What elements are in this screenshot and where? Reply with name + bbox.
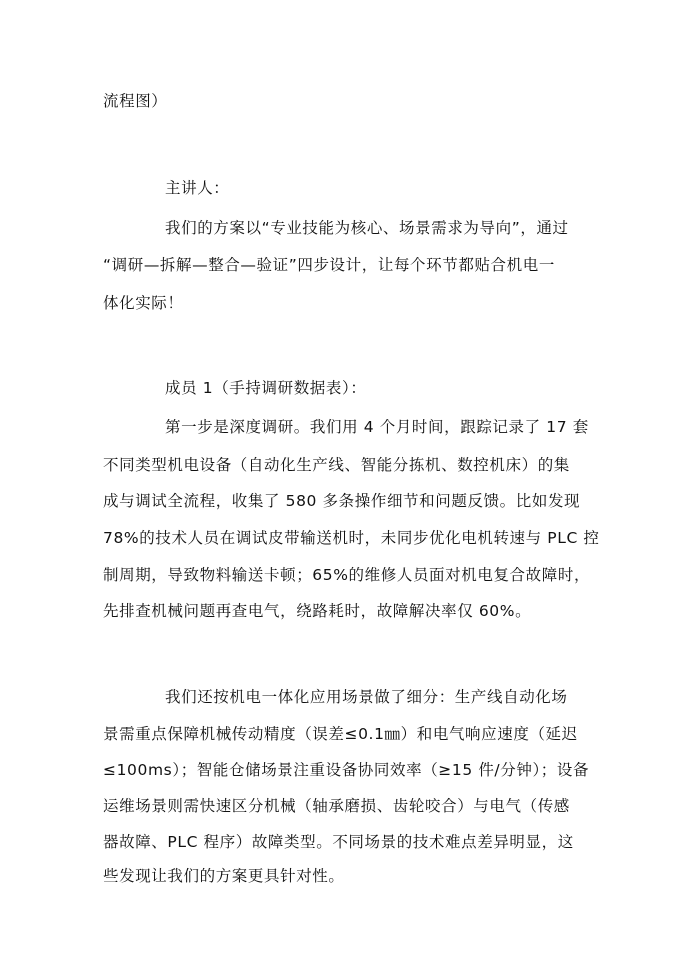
member-para2-line: 我们还按机电一体化应用场景做了细分：生产线自动化场 xyxy=(165,688,568,706)
member-para2-line: ≤100ms）；智能仓储场景注重设备协同效率（≥15 件/分钟）；设备 xyxy=(103,761,590,779)
continuation-text: 流程图） xyxy=(103,92,168,110)
member-para2-line: 器故障、PLC 程序）故障类型。不同场景的技术难点差异明显，这 xyxy=(103,833,574,851)
speaker-para-line: “调研—拆解—整合—验证”四步设计，让每个环节都贴合机电一 xyxy=(103,256,555,274)
member-para2-line: 景需重点保障机械传动精度（误差≤0.1㎜）和电气响应速度（延迟 xyxy=(103,725,578,743)
member-para2-line: 运维场景则需快速区分机械（轴承磨损、齿轮咬合）与电气（传感 xyxy=(103,797,570,815)
member-label: 成员 1（手持调研数据表）： xyxy=(165,379,367,397)
speaker-para-line: 体化实际！ xyxy=(103,294,184,312)
member-para-line: 第一步是深度调研。我们用 4 个月时间，跟踪记录了 17 套 xyxy=(165,418,589,436)
member-para-line: 不同类型机电设备（自动化生产线、智能分拣机、数控机床）的集 xyxy=(103,456,570,474)
member-para-line: 先排查机械问题再查电气，绕路耗时，故障解决率仅 60%。 xyxy=(103,602,532,620)
member-para2-line: 些发现让我们的方案更具针对性。 xyxy=(103,867,345,885)
member-para-line: 成与调试全流程，收集了 580 多条操作细节和问题反馈。比如发现 xyxy=(103,492,581,510)
speaker-para-line: 我们的方案以“专业技能为核心、场景需求为导向”，通过 xyxy=(165,219,569,237)
speaker-label: 主讲人： xyxy=(165,179,230,197)
member-para-line: 78%的技术人员在调试皮带输送机时，未同步优化电机转速与 PLC 控 xyxy=(103,529,600,547)
member-para-line: 制周期，导致物料输送卡顿；65%的维修人员面对机电复合故障时， xyxy=(103,566,591,584)
